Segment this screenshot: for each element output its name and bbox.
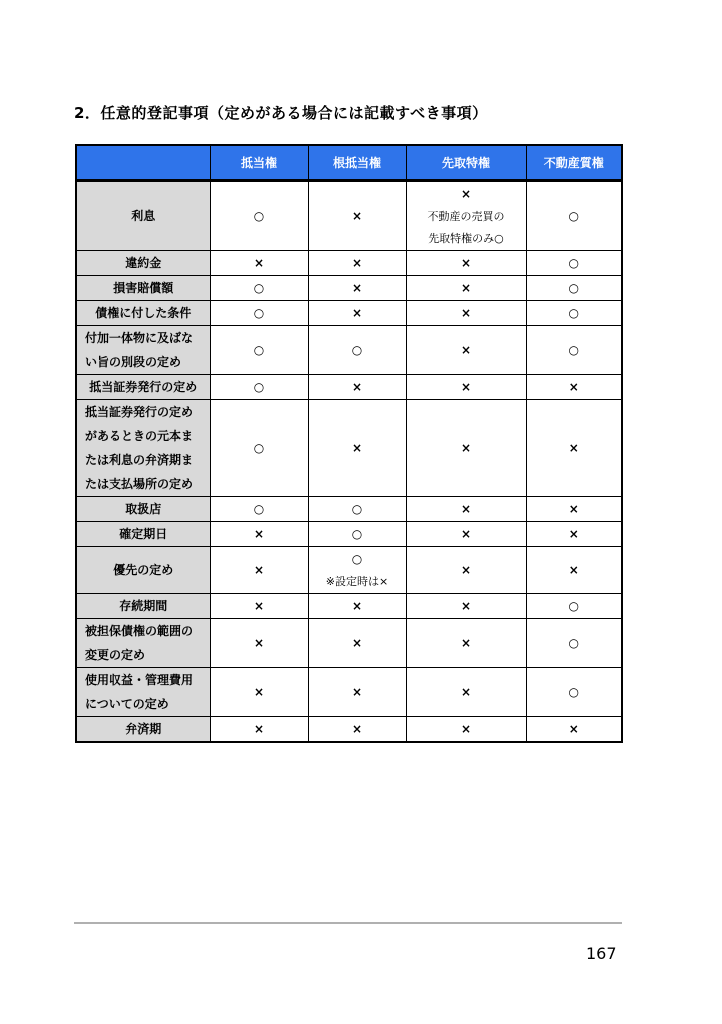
row-label [76, 400, 210, 497]
table-cell [406, 251, 526, 276]
table-cell [308, 717, 406, 743]
row-label [76, 251, 210, 276]
table-cell [406, 326, 526, 375]
row-label [76, 276, 210, 301]
table-row [76, 375, 622, 400]
cell-mark: × [460, 527, 472, 541]
row-label-line: 存続期間 [119, 599, 168, 613]
table-row [76, 547, 622, 594]
table-cell [406, 522, 526, 547]
row-label-line: 違約金 [125, 256, 162, 270]
cell-mark: × [253, 527, 265, 541]
table-row [76, 497, 622, 522]
table-cell [308, 251, 406, 276]
table-cell [406, 668, 526, 717]
table-cell [526, 522, 622, 547]
cell-mark: ○ [568, 685, 579, 699]
table-cell [308, 301, 406, 326]
table-cell [210, 326, 308, 375]
cell-mark: × [253, 636, 265, 650]
table-cell [308, 400, 406, 497]
table-cell [406, 301, 526, 326]
cell-note: 不動産の売買の [427, 210, 505, 223]
table-row [76, 594, 622, 619]
cell-mark: × [351, 722, 363, 736]
table-cell [406, 619, 526, 668]
cell-mark: × [460, 281, 472, 295]
cell-mark: ○ [351, 343, 363, 357]
row-label-line: 取扱店 [125, 502, 162, 516]
table-row [76, 326, 622, 375]
cell-mark: × [351, 380, 363, 394]
table-cell [526, 547, 622, 594]
cell-mark: ○ [568, 306, 579, 320]
row-label-line: 被担保債権の範囲の [85, 624, 194, 638]
cell-mark: × [460, 563, 472, 577]
row-label [76, 181, 210, 251]
cell-mark: × [351, 209, 363, 223]
row-label-line: があるときの元本ま [85, 429, 194, 443]
table-header-row [76, 145, 622, 181]
row-label-line: 優先の定め [113, 563, 174, 577]
row-label-line: 変更の定め [85, 648, 146, 662]
table-row [76, 619, 622, 668]
table-row [76, 668, 622, 717]
header-real-estate-pledge: 不動産質権 [526, 145, 622, 181]
cell-mark: × [460, 306, 472, 320]
cell-mark: × [460, 441, 472, 455]
row-label-line: 抵当証券発行の定め [85, 405, 194, 419]
row-label [76, 668, 210, 717]
row-label-line: 損害賠償額 [113, 281, 174, 295]
table-row [76, 181, 622, 251]
cell-mark: × [460, 256, 472, 270]
page-number: 167 [586, 944, 617, 963]
table-cell [210, 547, 308, 594]
table-cell [210, 400, 308, 497]
cell-mark: × [460, 502, 472, 516]
cell-mark: ○ [351, 502, 363, 516]
cell-mark: × [253, 722, 265, 736]
row-label [76, 497, 210, 522]
cell-mark: × [351, 281, 363, 295]
table-cell [308, 668, 406, 717]
table-cell [406, 547, 526, 594]
table-cell [406, 276, 526, 301]
row-label [76, 301, 210, 326]
cell-mark: × [568, 380, 579, 394]
table-cell [308, 497, 406, 522]
table-cell [406, 375, 526, 400]
row-label-line: についての定め [85, 697, 169, 711]
cell-mark: ○ [568, 256, 579, 270]
cell-mark: × [568, 502, 579, 516]
table-cell [308, 522, 406, 547]
header-corner [76, 145, 210, 181]
cell-mark: ○ [253, 209, 265, 223]
table-cell [308, 276, 406, 301]
table-cell [526, 594, 622, 619]
table-cell [308, 619, 406, 668]
table-cell [210, 594, 308, 619]
cell-mark: × [253, 685, 265, 699]
row-label-line: たは利息の弁済期ま [85, 453, 194, 467]
table-cell [526, 301, 622, 326]
row-label-line: 付加一体物に及ばな [85, 331, 194, 345]
table-cell [210, 497, 308, 522]
cell-mark: × [460, 636, 472, 650]
cell-mark: ○ [253, 306, 265, 320]
cell-mark: × [351, 306, 363, 320]
table-cell [308, 594, 406, 619]
row-label-line: 利息 [131, 209, 156, 223]
row-label-line: い旨の別段の定め [85, 355, 182, 369]
row-label-line: 確定期日 [119, 527, 168, 541]
table-cell [210, 276, 308, 301]
cell-mark: ○ [568, 599, 579, 613]
cell-mark: × [351, 636, 363, 650]
row-label-line: 抵当証券発行の定め [89, 380, 198, 394]
table-cell [308, 547, 406, 594]
table-cell [526, 717, 622, 743]
table-cell [308, 181, 406, 251]
table-row [76, 301, 622, 326]
table-row [76, 276, 622, 301]
cell-mark: × [460, 722, 472, 736]
table-row [76, 400, 622, 497]
cell-mark: × [460, 187, 472, 201]
cell-mark: × [253, 256, 265, 270]
table-row [76, 522, 622, 547]
table-cell [526, 276, 622, 301]
table-cell [526, 668, 622, 717]
cell-mark: × [351, 256, 363, 270]
table-cell [210, 181, 308, 251]
row-label [76, 594, 210, 619]
table-cell [210, 522, 308, 547]
row-label-line: 債権に付した条件 [95, 306, 192, 320]
table-row [76, 717, 622, 743]
table-cell [526, 497, 622, 522]
cell-mark: ○ [351, 527, 363, 541]
cell-mark: ○ [568, 209, 579, 223]
table-cell [526, 400, 622, 497]
cell-mark: × [253, 599, 265, 613]
table-cell [308, 375, 406, 400]
table-cell [210, 375, 308, 400]
cell-mark: × [460, 343, 472, 357]
cell-mark: × [351, 441, 363, 455]
table-cell [526, 181, 622, 251]
cell-mark: ○ [253, 343, 265, 357]
table-cell [526, 326, 622, 375]
table-cell [406, 181, 526, 251]
cell-mark: ○ [253, 281, 265, 295]
table-cell [210, 301, 308, 326]
cell-note: ※設定時は× [325, 575, 389, 588]
cell-mark: ○ [568, 636, 579, 650]
cell-mark: × [253, 563, 265, 577]
header-revolving-mortgage: 根抵当権 [308, 145, 406, 181]
row-label-line: 弁済期 [125, 722, 162, 736]
cell-mark: × [460, 380, 472, 394]
cell-mark: ○ [568, 343, 579, 357]
registration-items-table [75, 144, 623, 743]
table-cell [406, 497, 526, 522]
cell-mark: × [568, 527, 579, 541]
table-cell [526, 251, 622, 276]
row-label [76, 326, 210, 375]
table-cell [406, 717, 526, 743]
table-cell [406, 400, 526, 497]
cell-mark: × [460, 685, 472, 699]
row-label-line: 使用収益・管理費用 [85, 673, 194, 687]
table-body [76, 181, 622, 743]
cell-mark: ○ [351, 552, 363, 566]
cell-mark: × [351, 599, 363, 613]
row-label [76, 717, 210, 743]
section-title: 2．任意的登記事項（定めがある場合には記載すべき事項） [74, 104, 488, 122]
cell-mark: × [351, 685, 363, 699]
cell-note: 先取特権のみ○ [428, 232, 504, 245]
table-cell [526, 619, 622, 668]
table-row [76, 251, 622, 276]
cell-mark: ○ [253, 380, 265, 394]
table-cell [308, 326, 406, 375]
cell-mark: × [568, 722, 579, 736]
table-cell [210, 717, 308, 743]
table-cell [210, 619, 308, 668]
cell-mark: × [460, 599, 472, 613]
row-label [76, 547, 210, 594]
cell-mark: ○ [568, 281, 579, 295]
row-label [76, 619, 210, 668]
row-label-line: たは支払場所の定め [85, 477, 194, 491]
footer-rule [74, 922, 622, 924]
table-cell [210, 251, 308, 276]
row-label [76, 522, 210, 547]
cell-mark: × [568, 563, 579, 577]
table-cell [406, 594, 526, 619]
cell-mark: ○ [253, 502, 265, 516]
row-label [76, 375, 210, 400]
cell-mark: ○ [253, 441, 265, 455]
header-mortgage: 抵当権 [210, 145, 308, 181]
cell-mark: × [568, 441, 579, 455]
table-cell [526, 375, 622, 400]
table-cell [210, 668, 308, 717]
header-statutory-lien: 先取特権 [406, 145, 526, 181]
